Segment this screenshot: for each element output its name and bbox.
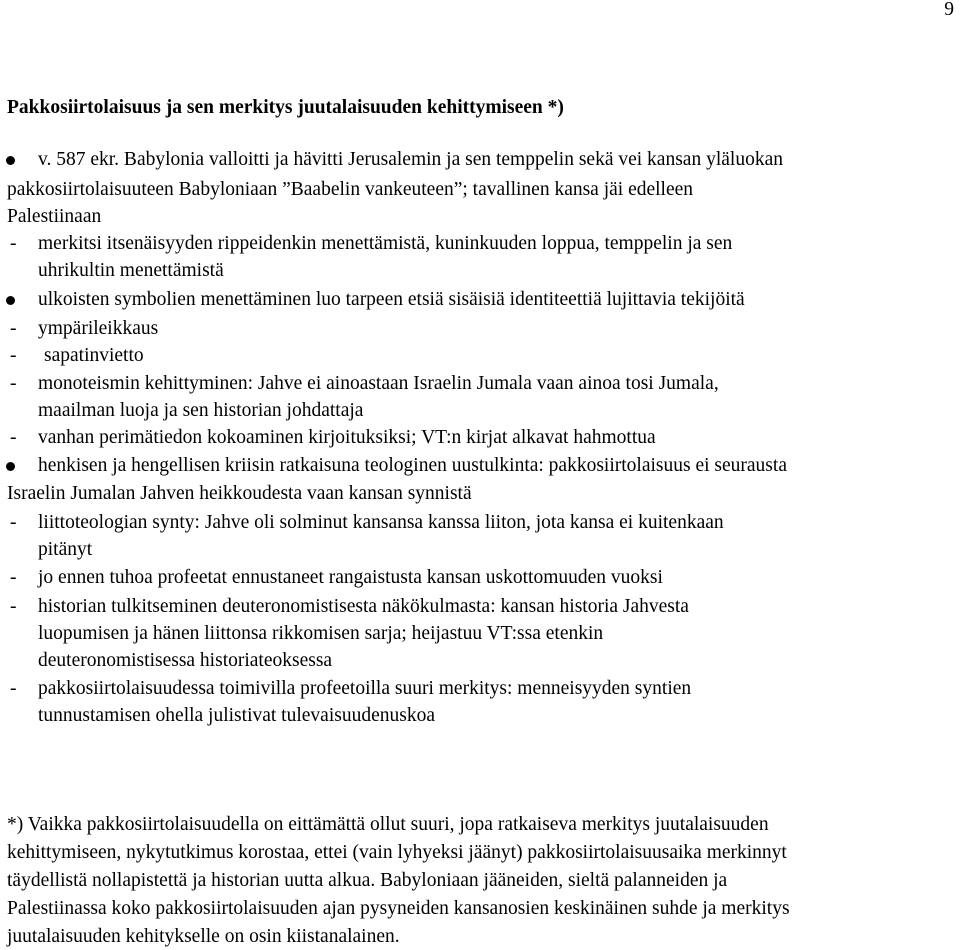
section-3-line-2: Israelin Jumalan Jahven heikkoudesta vaan kansan synnistä	[7, 483, 472, 504]
section-2-sub-3-line-1: monoteismin kehittyminen: Jahve ei ainoastaan Israelin Jumala vaan ainoa tosi Jumala,	[38, 373, 719, 394]
section-3-sub-1-line-2: pitänyt	[38, 539, 93, 560]
footnote-line-3: täydellistä nollapistettä ja historian uutta alkua. Babyloniaan jääneiden, sieltä palanneiden ja	[7, 870, 728, 891]
section-3-sub-1-line-1: liittoteologian synty: Jahve oli solminut kansansa kanssa liiton, jota kansa ei kuitenkaan	[38, 512, 724, 533]
dash-marker: -	[10, 678, 17, 699]
footnote-line-1: *) Vaikka pakkosiirtolaisuudella on eittämättä ollut suuri, jopa ratkaiseva merkitys juutalaisuuden	[7, 814, 769, 835]
section-1-sub-1-line-1: merkitsi itsenäisyyden rippeidenkin menettämistä, kuninkuuden loppua, temppelin ja sen	[38, 233, 733, 254]
footnote-line-2: kehittymiseen, nykytutkimus korostaa, ettei (vain lyhyeksi jäänyt) pakkosiirtolaisuusaika merkinnyt	[7, 842, 787, 863]
dash-marker: -	[10, 596, 17, 617]
section-3-sub-3-line-3: deuteronomistisessa historiateoksessa	[38, 650, 333, 671]
page-title: Pakkosiirtolaisuus ja sen merkitys juutalaisuuden kehittymiseen *)	[7, 97, 564, 118]
dash-marker: -	[10, 373, 17, 394]
section-1-line-3: Palestiinaan	[7, 206, 102, 227]
section-1-sub-1-line-2: uhrikultin menettämistä	[38, 260, 224, 281]
section-2-sub-1: ympärileikkaus	[38, 318, 159, 339]
dash-marker: -	[10, 345, 17, 366]
section-2-sub-2: sapatinvietto	[44, 345, 144, 366]
section-2-sub-4: vanhan perimätiedon kokoaminen kirjoituksiksi; VT:n kirjat alkavat hahmottua	[38, 427, 656, 448]
section-1-line-2: pakkosiirtolaisuuteen Babyloniaan ”Baabelin vankeuteen”; tavallinen kansa jäi edelleen	[7, 179, 694, 200]
section-3-sub-4-line-2: tunnustamisen ohella julistivat tulevaisuudenuskoa	[38, 705, 435, 726]
section-3-line-1: henkisen ja hengellisen kriisin ratkaisuna teologinen uustulkinta: pakkosiirtolaisuus ei seurausta	[38, 455, 787, 476]
footnote-line-5: juutalaisuuden kehitykselle on osin kiistanalainen.	[7, 926, 400, 947]
section-3-sub-3-line-2: luopumisen ja hänen liittonsa rikkomisen sarja; heijastuu VT:ssa etenkin	[38, 623, 604, 644]
dash-marker: -	[10, 318, 17, 339]
dash-marker: -	[10, 427, 17, 448]
section-2-line-1: ulkoisten symbolien menettäminen luo tarpeen etsiä sisäisiä identiteettiä lujittavia tekijöitä	[38, 289, 745, 310]
section-1-line-1: v. 587 ekr. Babylonia valloitti ja hävitti Jerusalemin ja sen temppelin sekä vei kansan yläluokan	[38, 149, 783, 170]
page-number: 9	[944, 0, 954, 20]
section-2-sub-3-line-2: maailman luoja ja sen historian johdattaja	[38, 400, 364, 421]
bullet-marker	[6, 296, 15, 305]
bullet-marker	[6, 156, 15, 165]
dash-marker: -	[10, 233, 17, 254]
footnote-line-4: Palestiinassa koko pakkosiirtolaisuuden ajan pysyneiden kansanosien keskinäinen suhde ja merkitys	[7, 898, 790, 919]
bullet-marker	[6, 462, 15, 471]
section-3-sub-3-line-1: historian tulkitseminen deuteronomistisesta näkökulmasta: kansan historia Jahvesta	[38, 596, 689, 617]
section-3-sub-2: jo ennen tuhoa profeetat ennustaneet rangaistusta kansan uskottomuuden vuoksi	[38, 567, 663, 588]
section-3-sub-4-line-1: pakkosiirtolaisuudessa toimivilla profeetoilla suuri merkitys: menneisyyden syntien	[38, 678, 692, 699]
dash-marker: -	[10, 512, 17, 533]
dash-marker: -	[10, 567, 17, 588]
